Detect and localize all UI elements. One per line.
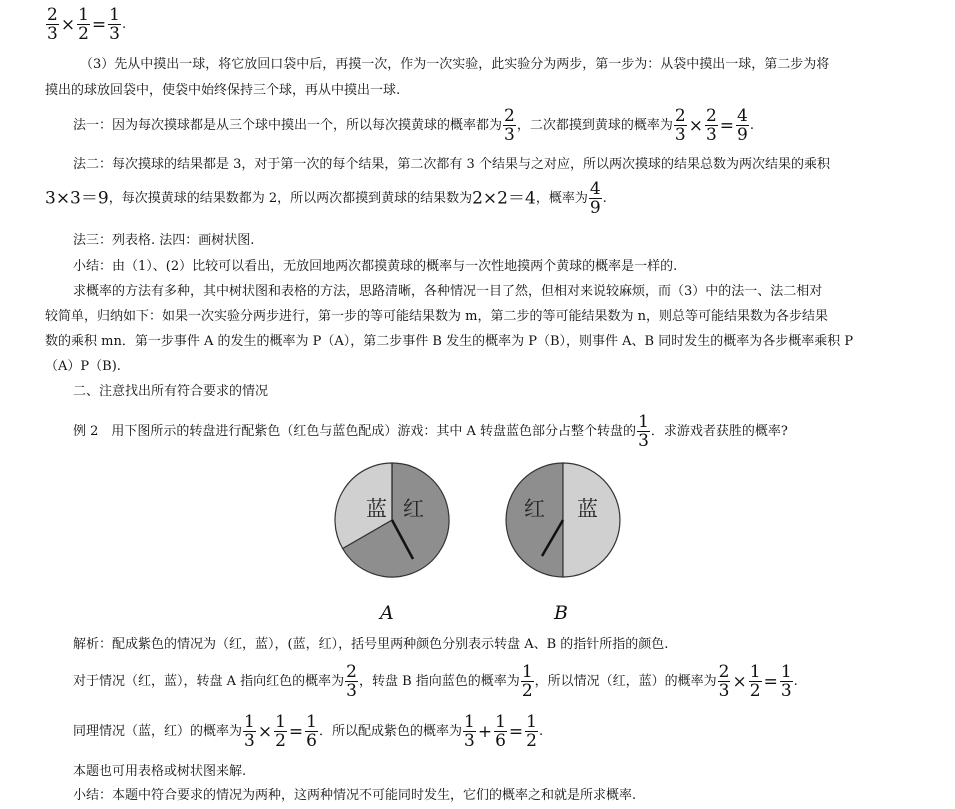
fraction: $\frac{1}{2}$ (78, 5, 89, 44)
fraction: $\frac{2}{3}$ (346, 662, 357, 701)
analysis: 解析：配成紫色的情况为（红，蓝），(蓝，红），括号里两种颜色分别表示转盘 A、B 的指针所指的颜色. (73, 637, 669, 652)
fraction: $\frac{1}{2}$ (526, 712, 537, 751)
paragraph-methods-line-1: 求概率的方法有多种，其中树状图和表格的方法，思路清晰，各种情况一目了然，但相对来说较麻烦，而（3）中的法一、法二相对 (73, 284, 823, 299)
spinner-a (335, 463, 449, 577)
fraction: $\frac{1}{3}$ (109, 5, 120, 44)
paragraph-3-line-1: （3）先从中摸出一球，将它放回口袋中后，再摸一次，作为一次实验，此实验分为两步，第一步为：从袋中摸出一球，第二步为将 (80, 57, 830, 72)
fraction: $\frac{4}{9}$ (737, 106, 748, 145)
method-two-line-2: 3×3＝9，每次摸黄球的结果数都为 2，所以两次都摸到黄球的结果数为2×2＝4，概率为 $\frac{4}{9}$ . (45, 179, 607, 218)
fraction: $\frac{1}{2}$ (521, 662, 533, 701)
method-three-four: 法三：列表格. 法四：画树状图. (73, 233, 255, 248)
fraction: $\frac{1}{3}$ (244, 712, 255, 751)
case-blue-red: 同理情况（蓝，红）的概率为 $\frac{1}{3}$ × $\frac{1}{2}$ = $\frac{1}{6}$ ．所以配成紫色的概率为 $\frac{1}{3}$ + $\frac{1}{6}$ = $\frac{1}{2}$ . (73, 712, 544, 751)
paragraph-3-line-2: 摸出的球放回袋中，使袋中始终保持三个球，再从中摸出一球. (45, 83, 401, 98)
example-2-question: 例 2 用下图所示的转盘进行配紫色（红色与蓝色配成）游戏：其中 A 转盘蓝色部分占整个转盘的 $\frac{1}{3}$ ．求游戏者获胜的概率? (73, 412, 788, 451)
fraction: $\frac{2}{3}$ (504, 106, 515, 145)
summary-2: 小结：本题中符合要求的情况为两种，这两种情况不可能同时发生，它们的概率之和就是所求概率. (73, 788, 637, 803)
fraction: $\frac{1}{2}$ (275, 712, 286, 751)
section-heading: 二、注意找出所有符合要求的情况 (73, 384, 269, 399)
paragraph-methods-line-3: 数的乘积 mn．第一步事件 A 的发生的概率为 P（A），第二步事件 B 发生的概率为 P（B），则事件 A、B 同时发生的概率为各步概率乘积 P (45, 334, 854, 349)
paragraph-methods-line-4: （A）P（B). (45, 359, 121, 374)
spinner-b (506, 463, 620, 577)
method-one-line: 法一：因为每次摸球都是从三个球中摸出一个，所以每次摸黄球的概率都为 $\frac{2}{3}$ ，二次都摸到黄球的概率为 $\frac{2}{3}$ × $\frac{2}{3}$ = $\frac{4}{9}$ . (73, 106, 754, 145)
spinner-a-red-label: 红 (403, 497, 424, 521)
spinner-b-red-label: 红 (524, 497, 545, 521)
paragraph-methods-line-2: 较简单，归纳如下：如果一次实验分两步进行，第一步的等可能结果数为 m，第二步的等可能结果数为 n，则总等可能结果数为各步结果 (45, 309, 828, 324)
fraction: $\frac{1}{6}$ (306, 712, 317, 751)
fraction: $\frac{1}{3}$ (638, 412, 649, 451)
fraction: $\frac{1}{2}$ (749, 662, 761, 701)
equation-line-1: $\frac{2}{3}$ × $\frac{1}{2}$ = $\frac{1}{3}$ . (47, 5, 127, 44)
fraction: $\frac{1}{3}$ (780, 662, 792, 701)
case-red-blue: 对于情况（红，蓝），转盘 A 指向红色的概率为 $\frac{2}{3}$ ，转盘 B 指向蓝色的概率为 $\frac{1}{2}$ ，所以情况（红，蓝）的概率为 $\frac{2}{3}$ × $\frac{1}{2}$ = $\frac{1}{3}$ . (73, 662, 798, 701)
spinner-a-blue-label: 蓝 (366, 497, 387, 521)
fraction: $\frac{1}{3}$ (464, 712, 475, 751)
fraction: $\frac{2}{3}$ (47, 5, 58, 44)
fraction: $\frac{4}{9}$ (589, 179, 601, 218)
method-two-line-1: 法二：每次摸球的结果都是 3，对于第一次的每个结果，第二次都有 3 个结果与之对应，所以两次摸球的结果总数为两次结果的乘积 (73, 157, 830, 172)
fraction: $\frac{2}{3}$ (705, 106, 717, 145)
fraction: $\frac{1}{6}$ (495, 712, 506, 751)
spinner-figure (330, 458, 630, 593)
spinner-b-caption: B (554, 602, 568, 624)
note-table-tree: 本题也可用表格或树状图来解. (73, 764, 247, 779)
summary-1: 小结：由（1）、(2）比较可以看出，无放回地两次都摸黄球的概率与一次性地摸两个黄球的概率是一样的. (73, 259, 678, 274)
fraction: $\frac{2}{3}$ (674, 106, 686, 145)
spinner-a-caption: A (380, 602, 394, 624)
spinner-b-blue-label: 蓝 (577, 497, 598, 521)
fraction: $\frac{2}{3}$ (718, 662, 730, 701)
